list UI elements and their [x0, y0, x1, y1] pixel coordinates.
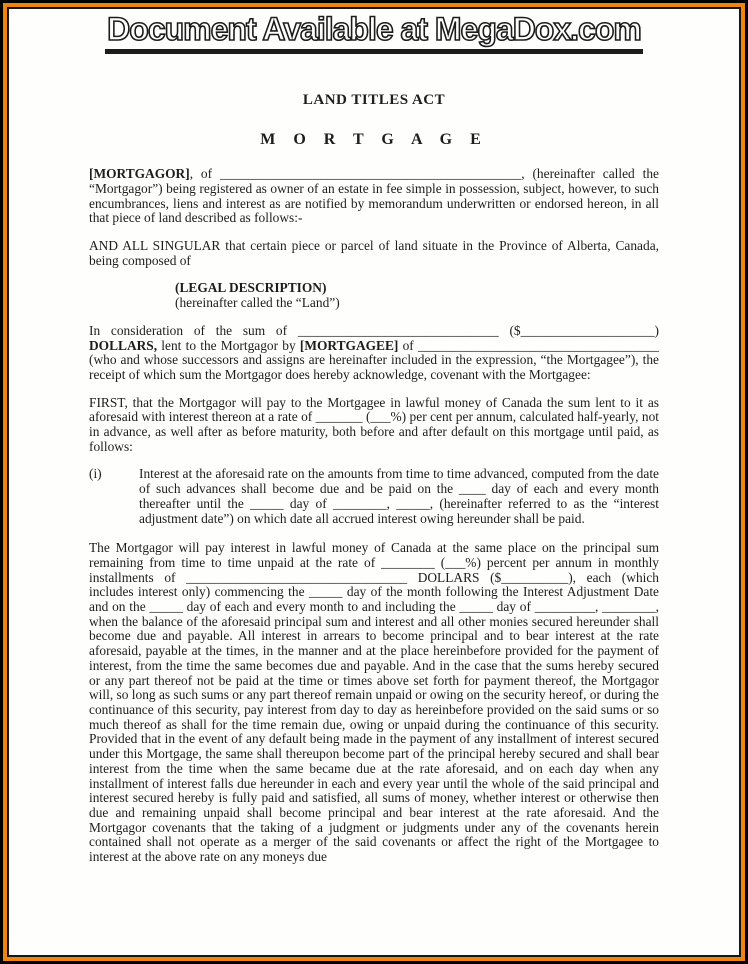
paragraph-first-covenant: FIRST, that the Mortgagor will pay to the Mortgagee in lawful money of Canada the sum lent to it as aforesaid with interest thereon at a rate of _______ (___%) per cent per annum, calculated half-yearly, not in advance, as well after as before maturity, both before and after default on this mortgage until paid, as follows:: [89, 394, 659, 454]
paragraph-mortgagor-text: , of _____________________________________________, (hereinafter called the “Mortgagor”) being registered as owner of an estate in fee simple in possession, subject, however, to such encumbrances, liens and interest as are notified by memorandum underwritten or endorsed hereon, in all that piece of land described as follows:-: [89, 166, 659, 226]
list-item-i-text: Interest at the aforesaid rate on the amounts from time to time advanced, computed from the date of such advances shall become due and be paid on the ____ day of each and every month thereafter until the _____ day of ________, _____, (hereinafter referred to as the “interest adjustment date”) on which date all accrued interest owing hereunder shall be paid.: [139, 466, 659, 526]
banner-title: Document Available at MegaDox.com: [105, 12, 643, 54]
banner: [9, 9, 739, 54]
mortgagor-placeholder: [MORTGAGOR]: [89, 166, 190, 182]
mortgagee-placeholder: [MORTGAGEE]: [299, 337, 399, 353]
document-body: [89, 167, 659, 865]
legal-description-block: [175, 281, 659, 310]
consideration-text-3: of ____________________________________ (who and whose successors and assigns are hereinafter included in the expression, “the Mortgagee”), the receipt of which sum the Mortgagor does hereby acknowledge, covenant with the Mortgagee:: [89, 337, 659, 382]
land-definition-label: (hereinafter called the “Land”): [175, 295, 340, 311]
consideration-text-2: lent to the Mortgagor by: [157, 337, 300, 353]
document-title: M O R T G A G E: [260, 131, 488, 149]
paragraph-singular: AND ALL SINGULAR that certain piece or parcel of land situate in the Province of Alberta, Canada, being composed of: [89, 238, 659, 268]
dollars-label: DOLLARS,: [89, 337, 158, 353]
document-page: [7, 7, 741, 957]
consideration-text-1: In consideration of the sum of ______________________________ ($____________________): [89, 322, 659, 338]
paragraph-mortgagor: [89, 167, 659, 226]
list-item-i-marker: (i): [89, 466, 102, 482]
legal-description-label: (LEGAL DESCRIPTION): [175, 280, 327, 296]
act-title: LAND TITLES ACT: [302, 92, 446, 109]
paragraph-consideration: [89, 324, 659, 383]
list-item-i: [89, 467, 659, 526]
document-content: [9, 92, 739, 865]
orange-border: [3, 3, 745, 961]
paragraph-interest-terms: The Mortgagor will pay interest in lawful money of Canada at the same place on the principal sum remaining from time to time unpaid at the rate of ________ (___%) percent per annum in monthly installments of _________________________________ DOLLARS ($__________), each (which includes interest only) commencing the _____ day of the month following the Interest Adjustment Date and on the _____ day of each and every month to and including the _____ day of _________, ________, when the balance of the aforesaid principal sum and interest and all other monies secured hereunder shall become due and payable. All interest in arrears to become principal and to bear interest at the rate aforesaid, payable at the times, in the manner and at the place hereinbefore provided for the payment of interest, from the time the same becomes due and payable. And in the case that the sums hereby secured or any part thereof not be paid at the time or times above set forth for payment thereof, the Mortgagor will, so long as such sums or any part thereof remain unpaid or owing on the security hereof, or during the continuance of this security, pay interest from day to day as hereinbefore provided on the said sums or so much thereof as shall for the time remain due, owing or unpaid during the continuance of this security. Provided that in the event of any default being made in the payment of any installment of interest secured under this Mortgage, the same shall thereupon become part of the principal hereby secured and shall bear interest from the time when the same became due at the rate aforesaid, and on each day when any installment of interest falls due hereunder in each and every year until the whole of the said principal and interest secured hereby is fully paid and satisfied, all sums of money, whether interest or otherwise then due and remaining unpaid shall become principal and bear interest at the rate aforesaid. And the Mortgagor covenants that the taking of a judgment or judgments under any of the covenants herein contained shall not operate as a merger of the said covenants or affect the right of the Mortgagee to interest at the above rate on any moneys due: [89, 540, 659, 865]
